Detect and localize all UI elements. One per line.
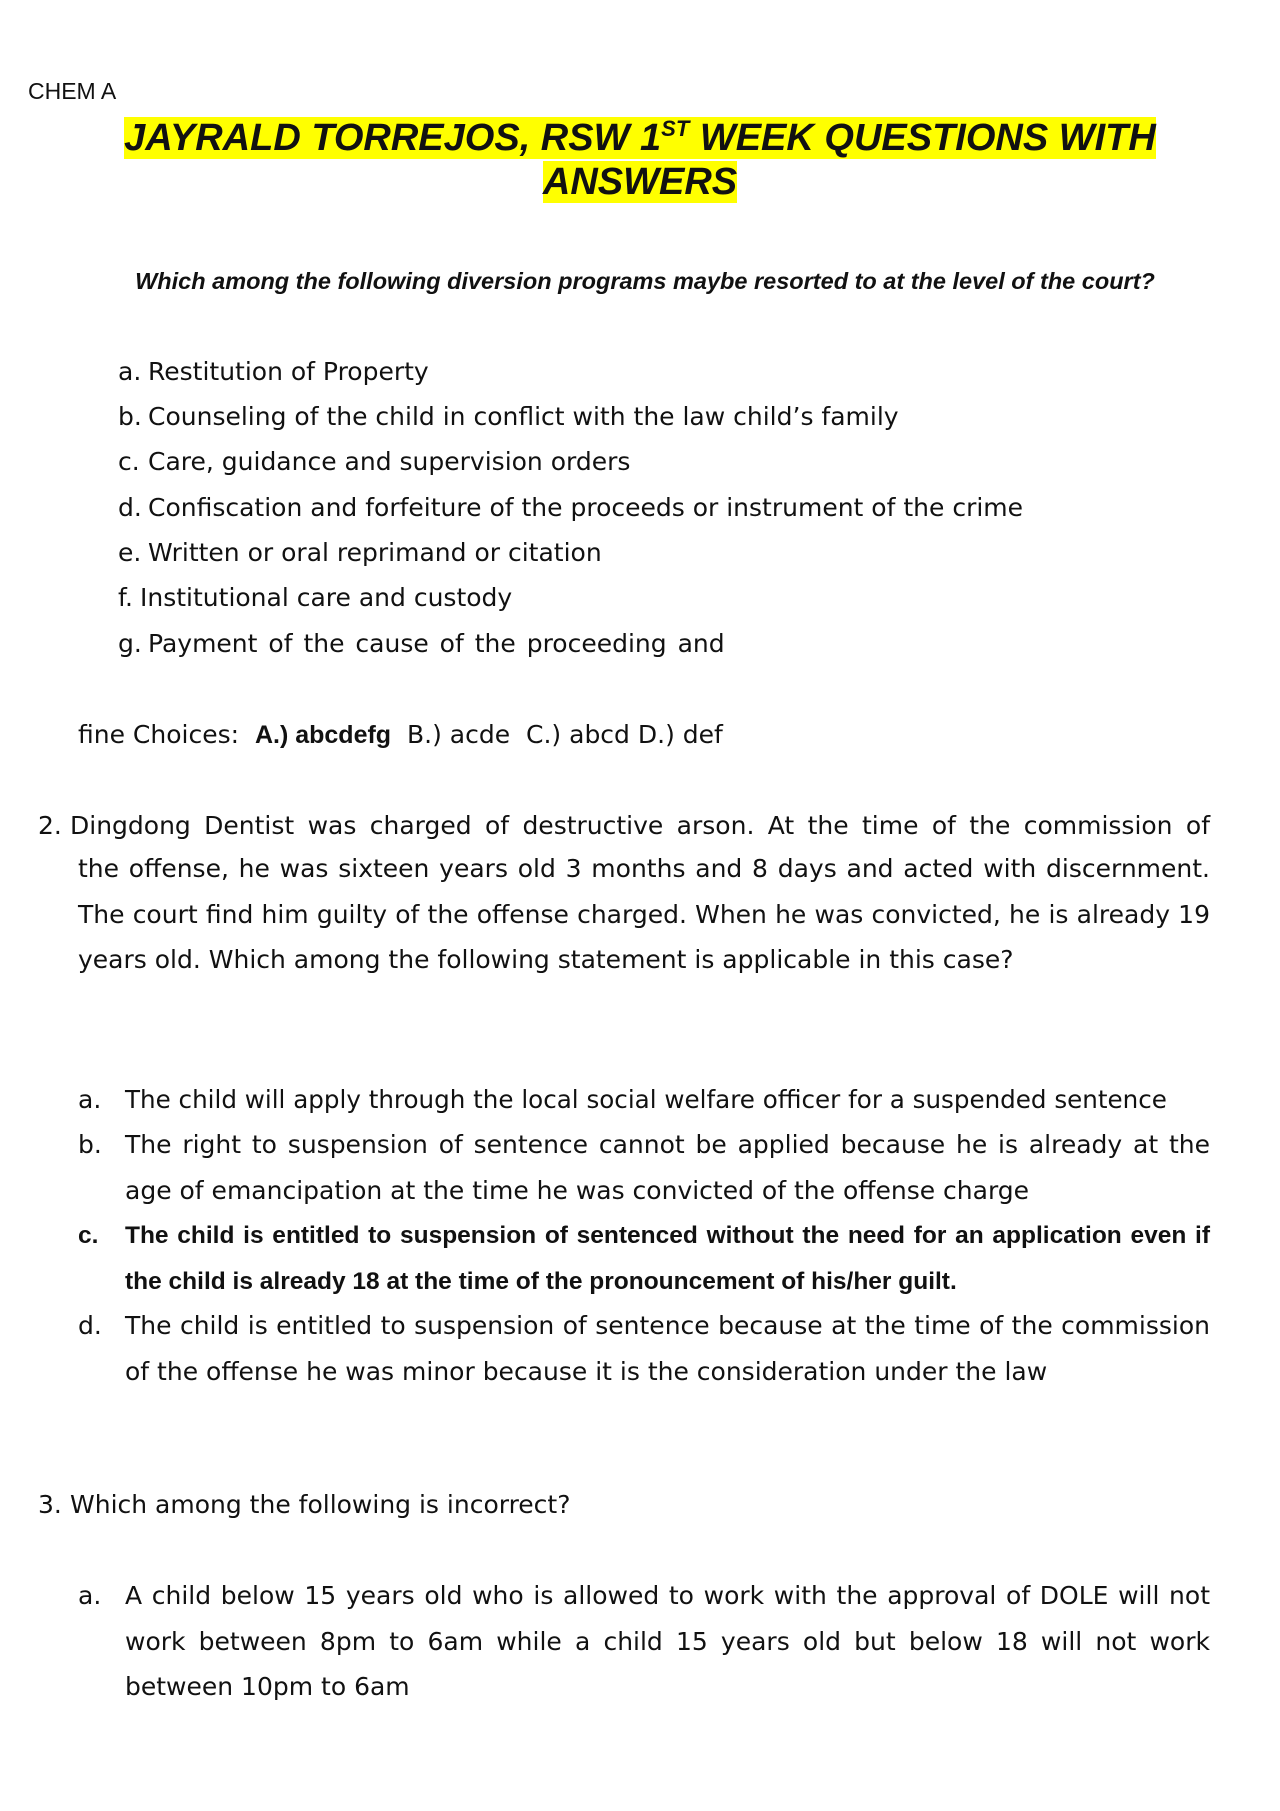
q2-option-d-text: The child is entitled to suspension of sentence because at the time of the commission of the offense he was minor because it is the consideration under the law: [125, 1311, 1210, 1386]
q2-option-d-letter: d.: [78, 1311, 102, 1340]
q2-option-b-text: The right to suspension of sentence cannot be applied because he is already at the age of emancipation at the time he was convicted of the offense charge: [125, 1130, 1210, 1205]
question-2-number: 2.: [38, 811, 62, 840]
question-3-number: 3.: [38, 1490, 62, 1519]
question-3-text: Which among the following is incorrect?: [70, 1490, 571, 1519]
q2-option-c-text-correct: The child is entitled to suspension of sentenced without the need for an application even if the child is already 18 at the time of the pronouncement of his/her guilt.: [125, 1222, 1210, 1295]
choice-d: D.) def: [637, 720, 723, 749]
option-letter: e.: [118, 538, 142, 567]
option-text: Counseling of the child in conflict with the law child’s family: [148, 402, 899, 431]
q3-option-a-text: A child below 15 years old who is allowed to work with the approval of DOLE will not work between 8pm to 6am while a child 15 years old but below 18 will not work between 10pm to 6am: [125, 1581, 1210, 1701]
q2-option-a-text: The child will apply through the local social welfare officer for a suspended sentence: [125, 1085, 1167, 1114]
title-superscript: ST: [661, 116, 690, 141]
q1-option-d: [118, 493, 1023, 523]
choice-c: C.) abcd: [526, 720, 630, 749]
choice-b: B.) acde: [406, 720, 511, 749]
title-highlight-2: ANSWERS: [542, 161, 738, 203]
q1-option-g: [118, 629, 725, 659]
title-highlight-1: [124, 117, 1156, 159]
q2-option-a-letter: a.: [78, 1085, 102, 1114]
option-text: Restitution of Property: [148, 357, 429, 386]
q1-answer-choices: [78, 720, 723, 750]
option-text: Confiscation and forfeiture of the proceeds or instrument of the crime: [148, 493, 1024, 522]
choices-prefix: fine Choices:: [78, 720, 240, 749]
option-letter: a.: [118, 357, 142, 386]
document-title-line-1: [80, 116, 1200, 160]
q1-option-b: [118, 402, 899, 432]
q2-option-c-letter: c.: [78, 1222, 99, 1249]
q1-option-e: [118, 538, 602, 568]
class-label: CHEM A: [28, 78, 117, 104]
option-letter: d.: [118, 493, 142, 522]
title-text-pre: JAYRALD TORREJOS, RSW 1: [124, 117, 662, 159]
option-letter: f.: [118, 583, 133, 612]
document-title-line-2: [80, 160, 1200, 204]
option-text: Institutional care and custody: [140, 583, 513, 612]
q3-option-a-letter: a.: [78, 1581, 102, 1610]
q1-option-f: [118, 583, 512, 613]
option-text: Care, guidance and supervision orders: [148, 447, 631, 476]
question-2-text: the offense, he was sixteen years old 3 months and 8 days and acted with discernment. The court find him guilty of the offense charged. When he was convicted, he is already 19 years old. Which among the following statement is applicable in this case?: [78, 854, 1210, 974]
question-1-text: Which among the following diversion programs maybe resorted to at the level of the court?: [135, 268, 1155, 294]
option-letter: b.: [118, 402, 142, 431]
option-text: Payment of the cause of the proceeding and: [148, 629, 725, 658]
q2-option-b-letter: b.: [78, 1130, 102, 1159]
title-text-post: WEEK QUESTIONS WITH: [689, 117, 1156, 159]
q1-option-a: [118, 357, 429, 387]
choice-a-correct: A.) abcdefg: [254, 721, 392, 749]
option-text: Written or oral reprimand or citation: [148, 538, 602, 567]
option-letter: g.: [118, 629, 142, 658]
q1-option-c: [118, 447, 630, 477]
question-2-line-1: Dingdong Dentist was charged of destructive arson. At the time of the commission of: [70, 811, 1210, 840]
option-letter: c.: [118, 447, 140, 476]
